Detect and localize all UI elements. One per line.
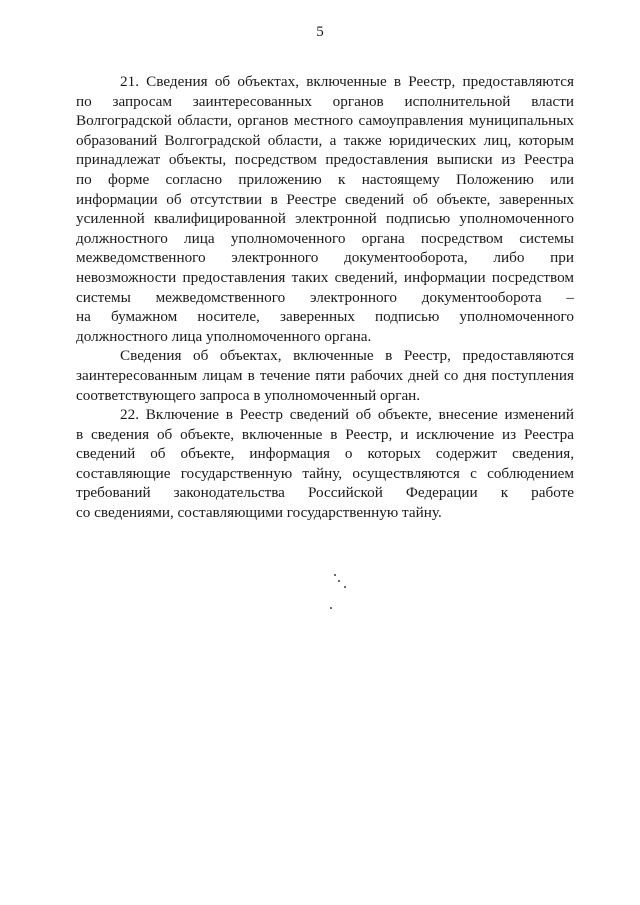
text-line: сведений об объекте, информация о которых содержит сведения, <box>76 445 574 463</box>
paragraph-22 <box>76 405 574 523</box>
scan-speck <box>344 586 346 588</box>
text-line: Волгоградской области, органов местного самоуправления муниципальных <box>76 112 574 130</box>
scan-speck <box>338 580 340 582</box>
text-line: по форме согласно приложению к настоящему Положению или <box>76 170 574 188</box>
text-line: соответствующего запроса в уполномоченный орган. <box>76 386 421 404</box>
text-line: образований Волгоградской области, а также юридических лиц, которым <box>76 131 574 149</box>
text-line: 21. Сведения об объектах, включенные в Реестр, предоставляются <box>120 73 574 90</box>
text-line: межведомственного электронного документооборота, либо при <box>76 249 574 267</box>
text-line: усиленной квалифицированной электронной подписью уполномоченного <box>76 210 574 228</box>
text-line: по запросам заинтересованных органов исполнительной власти <box>76 92 574 110</box>
paragraph-21 <box>76 72 574 346</box>
text-line: должностного лица уполномоченного органа посредством системы <box>76 229 574 247</box>
text-line: в сведения об объекте, включенные в Реестр, и исключение из Реестра <box>76 425 574 443</box>
text-line: невозможности предоставления таких сведений, информации посредством <box>76 268 574 286</box>
text-line: требований законодательства Российской Федерации к работе <box>76 484 574 502</box>
text-line: системы межведомственного электронного документооборота – <box>76 288 574 306</box>
text-line: заинтересованным лицам в течение пяти рабочих дней со дня поступления <box>76 366 574 384</box>
text-line: 22. Включение в Реестр сведений об объекте, внесение изменений <box>120 406 574 424</box>
text-line: со сведениями, составляющими государственную тайну. <box>76 504 442 522</box>
text-line: составляющие государственную тайну, осуществляются с соблюдением <box>76 464 574 482</box>
scan-speck <box>334 574 336 576</box>
text-line: на бумажном носителе, заверенных подписью уполномоченного <box>76 308 574 326</box>
page-number: 5 <box>316 24 324 40</box>
document-body <box>76 72 574 523</box>
paragraph-21-continuation <box>76 346 574 405</box>
scan-speck <box>330 607 332 609</box>
text-line: принадлежат объекты, посредством предоставления выписки из Реестра <box>76 151 574 169</box>
text-line: должностного лица уполномоченного органа. <box>76 327 372 345</box>
text-line: Сведения об объектах, включенные в Реестр, предоставляются <box>120 347 574 365</box>
text-line: информации об отсутствии в Реестре сведений об объекте, заверенных <box>76 190 574 208</box>
